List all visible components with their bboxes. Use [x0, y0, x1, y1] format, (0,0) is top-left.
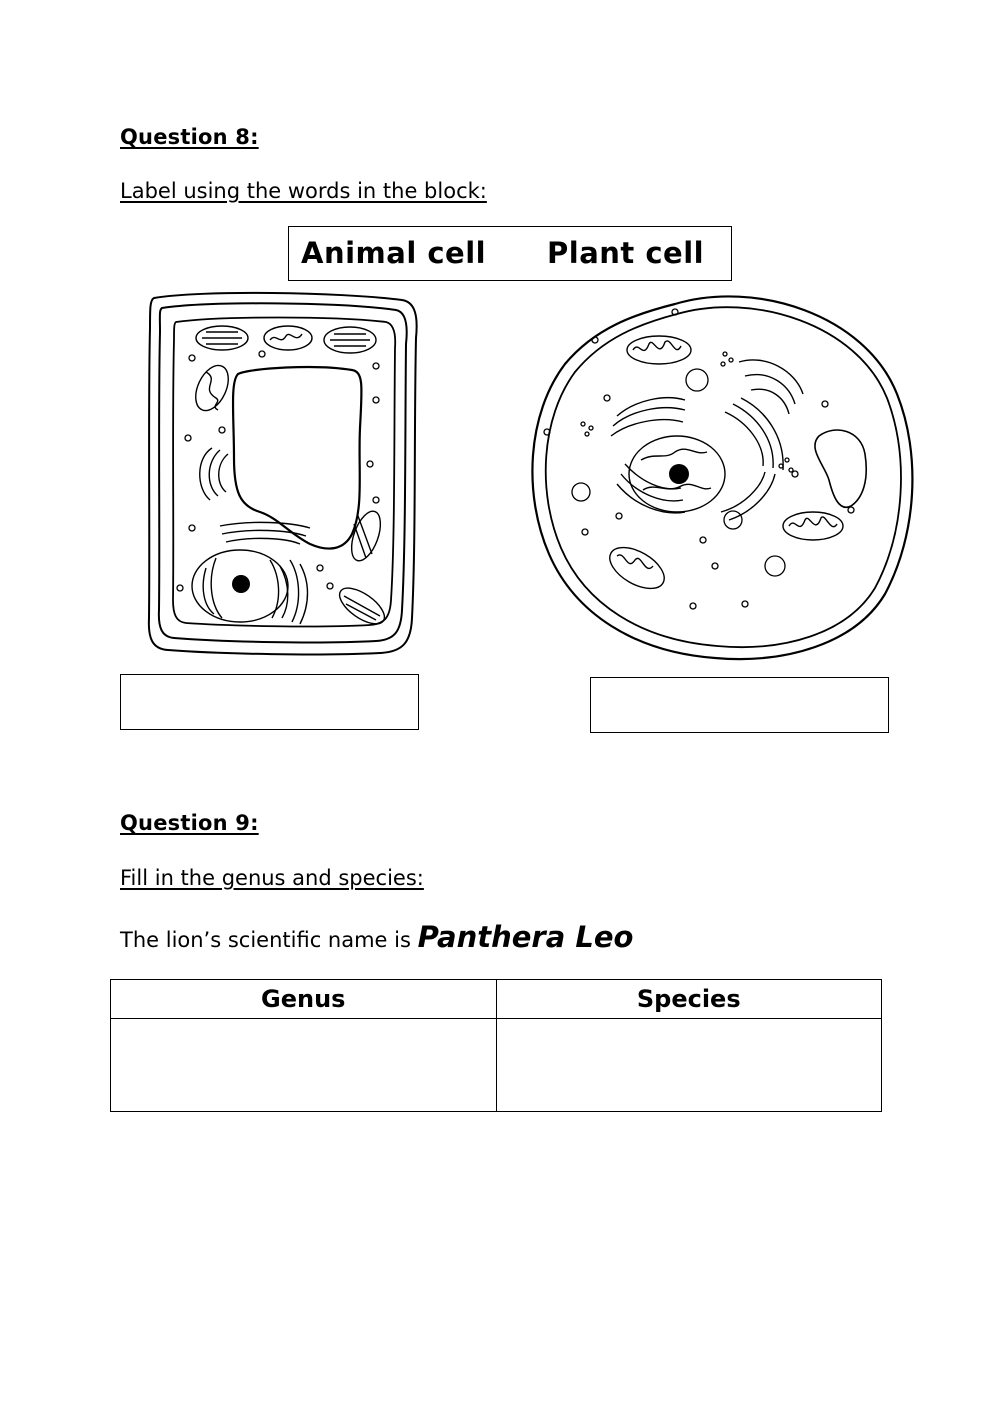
plant-cell-answer-box[interactable] [120, 674, 419, 730]
question-8-heading: Question 8: [120, 125, 259, 149]
question-9-heading: Question 9: [120, 811, 259, 835]
sentence-prefix: The lion’s scientific name is [120, 928, 411, 952]
lion-sentence [120, 920, 633, 954]
plant-cell-diagram [140, 288, 430, 660]
scientific-name: Panthera Leo [417, 920, 634, 954]
animal-cell-diagram [525, 284, 920, 666]
animal-cell-answer-box[interactable] [590, 677, 889, 733]
genus-species-table [110, 979, 882, 1112]
question-8-instruction: Label using the words in the block: [120, 179, 487, 203]
species-answer-cell[interactable] [496, 1019, 882, 1112]
word-animal-cell: Animal cell [301, 236, 487, 270]
species-header: Species [496, 980, 882, 1019]
genus-header: Genus [111, 980, 497, 1019]
question-9-instruction: Fill in the genus and species: [120, 866, 424, 890]
word-plant-cell: Plant cell [547, 236, 705, 270]
genus-answer-cell[interactable] [111, 1019, 497, 1112]
word-bank [288, 226, 732, 281]
